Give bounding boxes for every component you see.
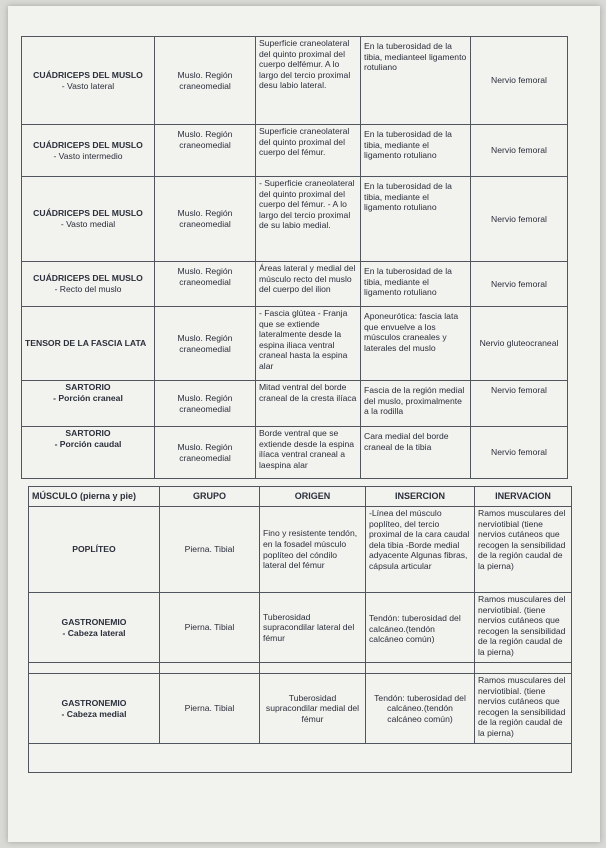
column-header-origin: ORIGEN xyxy=(260,487,366,507)
column-header-insertion: INSERCION xyxy=(366,487,475,507)
innervation-cell: Nervio gluteocraneal xyxy=(471,307,568,381)
blank-row xyxy=(29,663,572,674)
innervation-cell: Nervio femoral xyxy=(471,262,568,307)
innervation-cell: Nervio femoral xyxy=(471,125,568,177)
group-cell: Muslo. Región craneomedial xyxy=(155,427,256,479)
group-cell: Muslo. Región craneomedial xyxy=(155,177,256,262)
origin-cell: Tuberosidad supracondilar medial del fémur xyxy=(260,674,366,744)
table-row xyxy=(22,125,568,177)
muscle-cell xyxy=(22,177,155,262)
muscle-part: - Cabeza lateral xyxy=(62,627,126,638)
muscle-cell xyxy=(29,593,160,663)
innervation-cell: Nervio femoral xyxy=(471,381,568,427)
origin-cell: Áreas lateral y medial del músculo recto del muslo del cuerpo del ilion xyxy=(256,262,361,307)
table-row xyxy=(22,427,568,479)
group-cell: Pierna. Tibial xyxy=(160,507,260,593)
muscle-name: GASTRONEMIO xyxy=(61,697,127,708)
muscle-name: SARTORIO xyxy=(65,382,111,392)
thigh-muscles-table xyxy=(21,36,568,479)
muscle-part: - Porción caudal xyxy=(54,438,122,449)
muscle-cell xyxy=(29,674,160,744)
innervation-cell: Nervio femoral xyxy=(471,427,568,479)
origin-cell: Mitad ventral del borde craneal de la cresta ilíaca xyxy=(256,381,361,427)
group-cell: Muslo. Región craneomedial xyxy=(155,381,256,427)
innervation-cell: Ramos musculares del nerviotibial. (tiene nervios cutáneos que recogen la sensibilidad de la región caudal de la pierna) xyxy=(475,593,572,663)
group-cell: Muslo. Región craneomedial xyxy=(155,262,256,307)
table-header-row xyxy=(29,487,572,507)
muscle-cell xyxy=(22,37,155,125)
muscle-cell xyxy=(22,262,155,307)
muscle-cell xyxy=(22,381,155,427)
innervation-cell: Ramos musculares del nerviotibial. (tiene nervios cutáneos que recogen la sensibilidad de la región caudal de la pierna) xyxy=(475,674,572,744)
table-row xyxy=(22,381,568,427)
innervation-cell: Ramos musculares del nerviotibial (tiene nervios cutáneos que recogen la sensibilidad de la región caudal de la pierna) xyxy=(475,507,572,593)
muscle-name: GASTRONEMIO xyxy=(61,616,127,627)
table-row xyxy=(22,37,568,125)
group-cell: Muslo. Región craneomedial xyxy=(155,125,256,177)
muscle-part: - Vasto intermedio xyxy=(53,150,123,161)
origin-cell: Superficie craneolateral del quinto proximal del cuerpo del fémur. xyxy=(256,125,361,177)
muscle-part: - Porción craneal xyxy=(53,392,123,403)
muscle-name: CUÁDRICEPS DEL MUSLO xyxy=(33,139,143,150)
innervation-cell: Nervio femoral xyxy=(471,177,568,262)
origin-cell: Superficie craneolateral del quinto proximal del cuerpo delfémur. A lo largo del tercio proximal desu labio lateral. xyxy=(256,37,361,125)
insertion-cell: Aponeurótica: fascia lata que envuelve a los músculos craneales y laterales del muslo xyxy=(361,307,471,381)
table-row xyxy=(29,674,572,744)
muscle-cell xyxy=(22,307,155,381)
table-row xyxy=(29,507,572,593)
blank-row xyxy=(29,744,572,773)
leg-muscles-table xyxy=(28,486,572,773)
muscle-part: - Vasto lateral xyxy=(61,80,115,91)
insertion-cell: Tendón: tuberosidad del calcáneo.(tendón calcáneo común) xyxy=(366,674,475,744)
muscle-part: - Cabeza medial xyxy=(61,708,127,719)
group-cell: Pierna. Tibial xyxy=(160,674,260,744)
muscle-name: CUÁDRICEPS DEL MUSLO xyxy=(33,69,143,80)
muscle-cell xyxy=(29,507,160,593)
insertion-cell: Fascia de la región medial del muslo, proximalmente a la rodilla xyxy=(361,381,471,427)
group-cell: Muslo. Región craneomedial xyxy=(155,37,256,125)
column-header-innervation: INERVACION xyxy=(475,487,572,507)
origin-cell: Borde ventral que se extiende desde la espina ilíaca ventral craneal a laespina alar xyxy=(256,427,361,479)
table-row xyxy=(22,177,568,262)
insertion-cell: En la tuberosidad de la tibia, mediante el ligamento rotuliano xyxy=(361,125,471,177)
group-cell: Muslo. Región craneomedial xyxy=(155,307,256,381)
muscle-cell xyxy=(22,427,155,479)
insertion-cell: En la tuberosidad de la tibia, medianteel ligamento rotuliano xyxy=(361,37,471,125)
origin-cell: - Superficie craneolateral del quinto proximal del cuerpo del fémur. - A lo largo del tercio proximal de su labio medial. xyxy=(256,177,361,262)
muscle-part: - Vasto medial xyxy=(60,219,116,229)
table-row xyxy=(22,262,568,307)
muscle-name: SARTORIO xyxy=(65,428,111,438)
column-header-group: GRUPO xyxy=(160,487,260,507)
column-header-muscle: MÚSCULO (pierna y pie) xyxy=(29,487,160,507)
origin-cell: - Fascia glútea - Franja que se extiende lateralmente desde la espina iliaca ventral craneal hasta la espina alar xyxy=(256,307,361,381)
origin-cell: Tuberosidad supracondilar lateral del fémur xyxy=(260,593,366,663)
insertion-cell: -Línea del músculo poplíteo, del tercio proximal de la cara caudal dela tibia -Borde medial adyacente Algunas fibras, cápsula articular xyxy=(366,507,475,593)
muscle-name: CUÁDRICEPS DEL MUSLO xyxy=(33,208,143,219)
insertion-cell: Tendón: tuberosidad del calcáneo.(tendón calcáneo común) xyxy=(366,593,475,663)
insertion-cell: En la tuberosidad de la tibia, mediante el ligamento rotuliano xyxy=(361,177,471,262)
table-row xyxy=(22,307,568,381)
table-row xyxy=(29,593,572,663)
insertion-cell: Cara medial del borde craneal de la tibia xyxy=(361,427,471,479)
muscle-cell xyxy=(22,125,155,177)
muscle-name: CUÁDRICEPS DEL MUSLO xyxy=(33,273,143,284)
innervation-cell: Nervio femoral xyxy=(471,37,568,125)
muscle-name: TENSOR DE LA FASCIA LATA xyxy=(25,338,147,349)
group-cell: Pierna. Tibial xyxy=(160,593,260,663)
origin-cell: Fino y resistente tendón, en la fosadel músculo poplíteo del cóndilo lateral del fémur xyxy=(260,507,366,593)
muscle-name: POPLÍTEO xyxy=(72,544,116,555)
muscle-part: - Recto del muslo xyxy=(54,284,122,294)
insertion-cell: En la tuberosidad de la tibia, mediante el ligamento rotuliano xyxy=(361,262,471,307)
